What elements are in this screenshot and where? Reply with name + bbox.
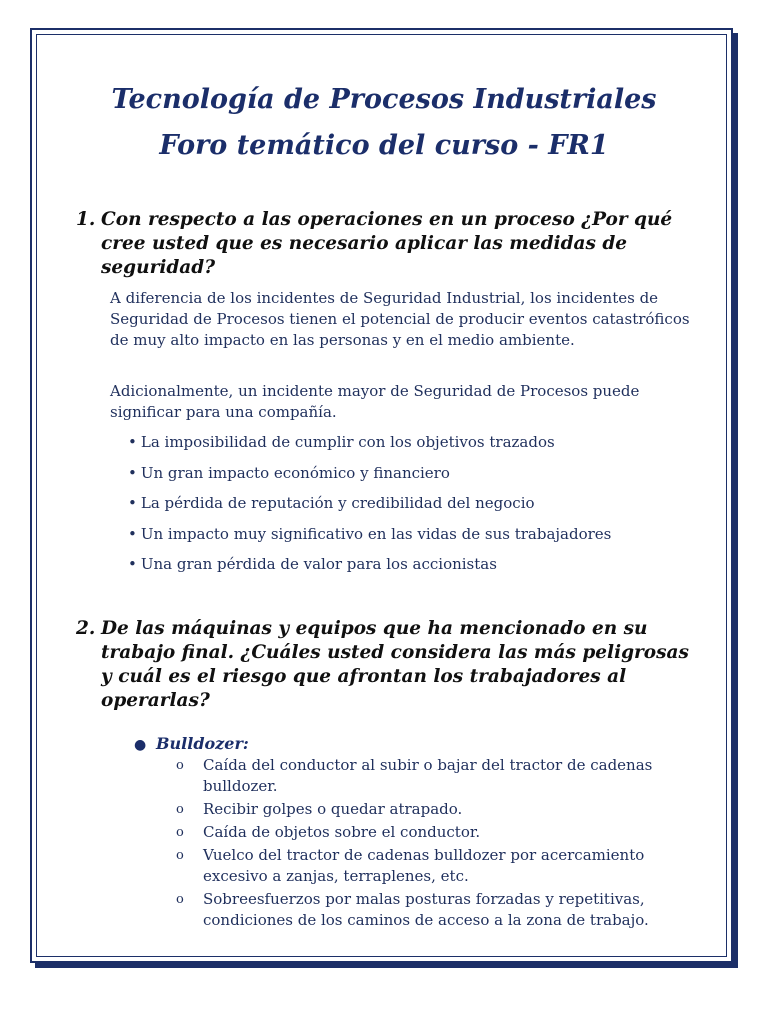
list-item: • Una gran pérdida de valor para los accionistas <box>128 555 497 573</box>
question-2 <box>76 617 696 713</box>
list-item: • Un gran impacto económico y financiero <box>128 463 450 482</box>
question-1 <box>76 208 696 280</box>
list-item: o Vuelco del tractor de cadenas bulldozer por acercamiento excesivo a zanjas, terraplenes, etc. <box>176 846 645 885</box>
bullet-icon: • <box>128 524 137 543</box>
circle-bullet-icon: o <box>176 892 184 907</box>
bullet-icon: • <box>128 494 137 512</box>
bullet-icon: ● <box>134 737 147 753</box>
list-item: • La pérdida de reputación y credibilidad del negocio <box>128 494 535 512</box>
bullet-icon: • <box>128 433 137 451</box>
bullet-icon: • <box>128 463 137 482</box>
risks-list <box>176 755 696 933</box>
circle-bullet-icon: o <box>176 848 184 863</box>
circle-bullet-icon: o <box>176 758 184 773</box>
circle-bullet-icon: o <box>176 802 184 817</box>
list-item: o Sobreesfuerzos por malas posturas forzadas y repetitivas, condiciones de los caminos de acceso a la zona de trabajo. <box>176 890 649 929</box>
question-2-number: 2. <box>76 618 96 639</box>
list-item: o Recibir golpes o quedar atrapado. <box>176 800 463 818</box>
machine-name: Bulldozer: <box>156 734 249 753</box>
list-item: o Caída del conductor al subir o bajar del tractor de cadenas bulldozer. <box>176 756 653 795</box>
circle-bullet-icon: o <box>176 825 184 840</box>
question-2-text: De las máquinas y equipos que ha mencionado en su trabajo final. ¿Cuáles usted considera las más peligrosas y cuál es el riesgo que afrontan los trabajadores al operarlas? <box>101 618 689 711</box>
answer-1-paragraph-2: Adicionalmente, un incidente mayor de Seguridad de Procesos puede significar para una compañía. <box>110 382 640 421</box>
document-title: Tecnología de Procesos Industriales <box>111 84 657 115</box>
list-item: • La imposibilidad de cumplir con los objetivos trazados <box>128 433 555 451</box>
list-item: • Un impacto muy significativo en las vidas de sus trabajadores <box>128 524 612 543</box>
list-item: o Caída de objetos sobre el conductor. <box>176 823 481 841</box>
answer-1-paragraph-1: A diferencia de los incidentes de Seguridad Industrial, los incidentes de Seguridad de Procesos tienen el potencial de producir eventos catastróficos de muy alto impacto en las personas y en el medio ambiente. <box>110 289 690 349</box>
question-1-text: Con respecto a las operaciones en un proceso ¿Por qué cree usted que es necesario aplicar las medidas de seguridad? <box>101 209 673 278</box>
consequences-list <box>128 432 611 585</box>
machine-heading <box>134 734 249 753</box>
bullet-icon: • <box>128 555 137 573</box>
question-1-number: 1. <box>76 209 96 230</box>
document-subtitle: Foro temático del curso - FR1 <box>159 130 609 161</box>
